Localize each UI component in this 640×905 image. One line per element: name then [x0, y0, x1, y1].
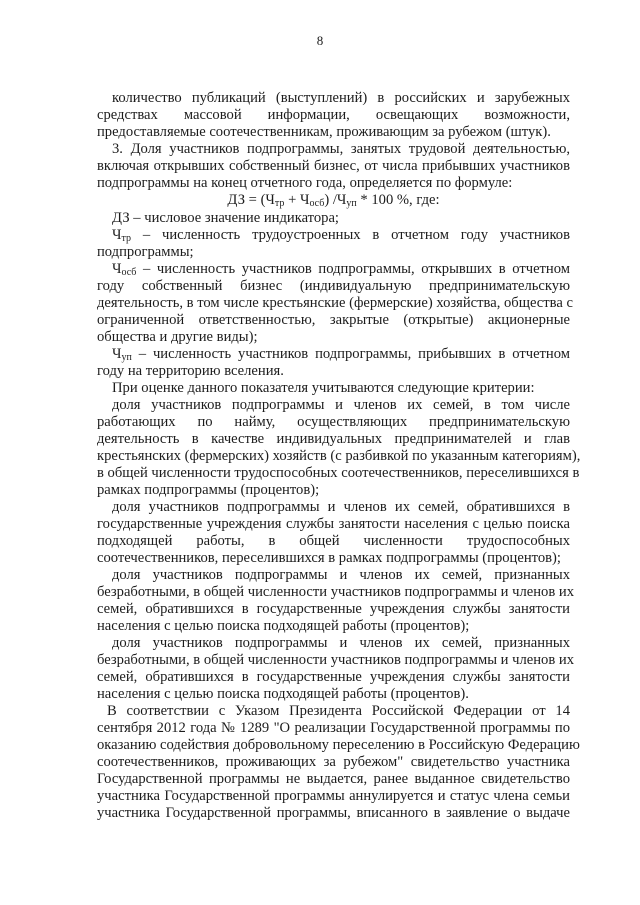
text-line: оказанию содействия добровольному переселению в Российскую Федерацию [97, 737, 580, 753]
text-line: участника Государственной программы, вписанного в заявление о выдаче [97, 805, 570, 821]
text-line: году на территорию вселения. [97, 363, 284, 379]
text-line: включая открывших собственный бизнес, от числа прибывших участников [97, 158, 570, 174]
text-line: доля участников подпрограммы и членов их семей, признанных [112, 635, 570, 651]
text-line: $Ч_{осб}$ – численность участников подпрограммы, открывших в отчетном [112, 261, 570, 278]
text-line: количество публикаций (выступлений) в российских и зарубежных [112, 90, 570, 106]
text-line: деятельность в качестве индивидуальных предпринимателей и глав [97, 431, 570, 447]
text-line: доля участников подпрограммы и членов их семей, признанных [112, 567, 570, 583]
text-line: ДЗ – числовое значение индикатора; [112, 210, 339, 226]
text-line: соотечественников, проживающих за рубежом" свидетельство участника [97, 754, 570, 770]
text-line: Государственной программы не выдается, ранее выданное свидетельство [97, 771, 570, 787]
text-line: соотечественников, переселившихся в рамках подпрограммы (процентов); [97, 550, 561, 566]
text-line: ограниченной ответственностью, закрытые (открытые) акционерные [97, 312, 570, 328]
text-line: деятельность, в том числе крестьянские (фермерские) хозяйства, общества с [97, 295, 573, 311]
text-line: семей, обратившихся в государственные учреждения службы занятости [97, 601, 570, 617]
text-line: году собственный бизнес (индивидуальную предпринимательскую [97, 278, 570, 294]
text-line: $Ч_{уп}$ – численность участников подпрограммы, прибывших в отчетном [112, 346, 570, 363]
text-line: подходящей работы, в общей численности трудоспособных [97, 533, 570, 549]
text-line: безработными, в общей численности участников подпрограммы и членов их [97, 652, 574, 668]
text-line: подпрограммы на конец отчетного года, определяется по формуле: [97, 175, 513, 191]
text-line: государственные учреждения службы занятости населения с целью поиска [97, 516, 570, 532]
text-line: рамках подпрограммы (процентов); [97, 482, 320, 498]
text-line: крестьянских (фермерских) хозяйств (с разбивкой по указанным категориям), [97, 448, 581, 464]
text-line: 3. Доля участников подпрограммы, занятых трудовой деятельностью, [112, 141, 570, 157]
text-line: населения с целью поиска подходящей работы (процентов). [97, 686, 469, 702]
text-line: средствах массовой информации, освещающих возможности, [97, 107, 570, 123]
text-line: безработными, в общей численности участников подпрограммы и членов их [97, 584, 574, 600]
text-line: сентября 2012 года № 1289 "О реализации Государственной программы по [97, 720, 570, 736]
text-line: подпрограммы; [97, 244, 194, 260]
text-line: $Ч_{тр}$ – численность трудоустроенных в отчетном году участников [112, 227, 570, 244]
page-number: 8 [316, 33, 324, 48]
text-line: доля участников подпрограммы и членов их семей, обратившихся в [112, 499, 570, 515]
text-line: предоставляемые соотечественникам, проживающим за рубежом (штук). [97, 124, 551, 140]
text-line: участника Государственной программы аннулируется и статус члена семьи [97, 788, 570, 804]
text-line: доля участников подпрограммы и членов их семей, в том числе [112, 397, 570, 413]
text-line: В соответствии с Указом Президента Российской Федерации от 14 [107, 703, 570, 719]
text-line: общества и другие виды); [97, 329, 258, 345]
text-line: в общей численности трудоспособных соотечественников, переселившихся в [97, 465, 580, 481]
text-line: работающих по найму, осуществляющих предпринимательскую [97, 414, 570, 430]
text-line: семей, обратившихся в государственные учреждения службы занятости [97, 669, 570, 685]
text-line: ДЗ = $(Ч_{тр} + Ч_{осб})$ $/Ч_{уп} * 100$ %, где: [227, 192, 440, 209]
text-line: При оценке данного показателя учитываются следующие критерии: [112, 380, 535, 396]
text-line: населения с целью поиска подходящей работы (процентов); [97, 618, 470, 634]
